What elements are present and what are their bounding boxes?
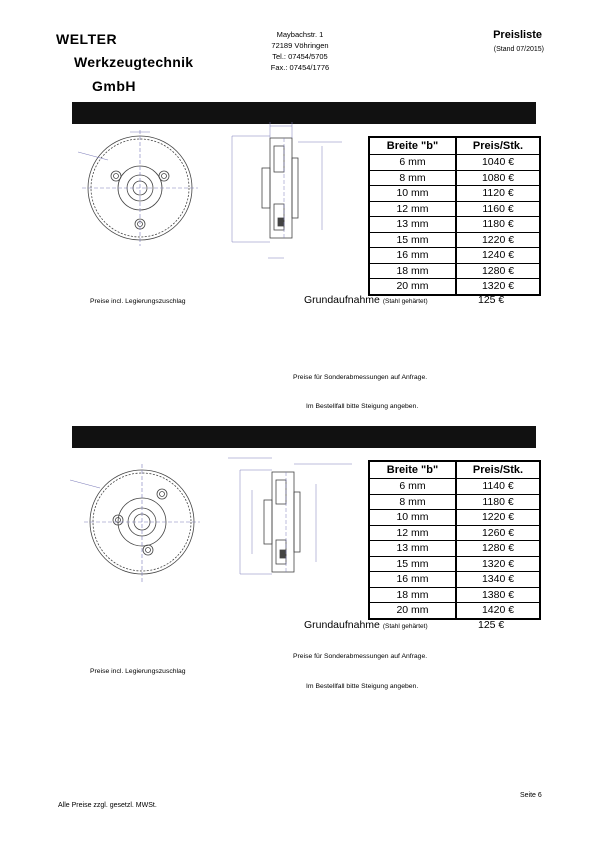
section2-pitch-note: Im Bestellfall bitte Steigung angeben.: [306, 683, 419, 690]
cell-width: 10 mm: [369, 510, 456, 526]
table-row: [369, 572, 540, 588]
section2-price-table: [368, 460, 541, 620]
section2-side-view-drawing: [228, 450, 358, 580]
table-row: [369, 201, 540, 217]
cell-price: 1280 €: [456, 541, 540, 557]
section1-base-mount-price: 125 €: [478, 294, 505, 306]
cell-price: 1240 €: [456, 248, 540, 264]
column-header-price: Preis/Stk.: [456, 461, 540, 479]
cell-price: 1340 €: [456, 572, 540, 588]
section1-alloy-note: Preise incl. Legierungszuschlag: [90, 298, 186, 305]
table-row: [369, 603, 540, 619]
footer-vat-note: Alle Preise zzgl. gesetzl. MWSt.: [58, 802, 157, 809]
section1-side-view-drawing: [222, 118, 352, 263]
section2-header-bar: [72, 426, 536, 448]
cell-width: 12 mm: [369, 525, 456, 541]
table-row: [369, 217, 540, 233]
table-row: [369, 186, 540, 202]
cell-width: 13 mm: [369, 541, 456, 557]
cell-price: 1380 €: [456, 587, 540, 603]
base-mount-note: (Stahl gehärtet): [382, 623, 428, 630]
table-row: [369, 494, 540, 510]
section2-alloy-note: Preise incl. Legierungszuschlag: [90, 668, 186, 675]
base-mount-text: Grundaufnahme: [304, 294, 380, 306]
cell-price: 1220 €: [456, 510, 540, 526]
cell-price: 1180 €: [456, 494, 540, 510]
table-header-row: [369, 137, 540, 155]
cell-price: 1080 €: [456, 170, 540, 186]
footer-page-number: Seite 6: [520, 792, 542, 799]
cell-width: 20 mm: [369, 603, 456, 619]
base-mount-text: Grundaufnahme: [304, 619, 380, 631]
cell-price: 1040 €: [456, 155, 540, 171]
cell-width: 12 mm: [369, 201, 456, 217]
cell-width: 15 mm: [369, 232, 456, 248]
cell-price: 1140 €: [456, 479, 540, 495]
pricelist-title: Preisliste: [493, 29, 542, 41]
column-header-width: Breite "b": [369, 461, 456, 479]
cell-price: 1280 €: [456, 263, 540, 279]
cell-width: 16 mm: [369, 572, 456, 588]
cell-width: 8 mm: [369, 494, 456, 510]
table-row: [369, 263, 540, 279]
table-row: [369, 525, 540, 541]
table-row: [369, 587, 540, 603]
cell-width: 6 mm: [369, 155, 456, 171]
cell-price: 1320 €: [456, 556, 540, 572]
cell-width: 16 mm: [369, 248, 456, 264]
table-row: [369, 170, 540, 186]
section2-front-view-drawing: [70, 462, 205, 587]
column-header-width: Breite "b": [369, 137, 456, 155]
cell-price: 1120 €: [456, 186, 540, 202]
section2-base-mount-price: 125 €: [478, 619, 505, 631]
company-name-line1: WELTER: [56, 31, 118, 47]
cell-width: 15 mm: [369, 556, 456, 572]
table-row: [369, 279, 540, 295]
company-name-line3: GmbH: [92, 78, 136, 94]
table-row: [369, 479, 540, 495]
company-name-line2: Werkzeugtechnik: [74, 54, 194, 70]
table-row: [369, 541, 540, 557]
cell-width: 20 mm: [369, 279, 456, 295]
base-mount-note: (Stahl gehärtet): [382, 298, 428, 305]
address-fax: Fax.: 07454/1776: [270, 63, 330, 72]
cell-price: 1160 €: [456, 201, 540, 217]
cell-price: 1320 €: [456, 279, 540, 295]
cell-price: 1420 €: [456, 603, 540, 619]
cell-width: 18 mm: [369, 263, 456, 279]
cell-price: 1180 €: [456, 217, 540, 233]
table-row: [369, 248, 540, 264]
address-city: 72189 Vöhringen: [271, 41, 329, 50]
column-header-price: Preis/Stk.: [456, 137, 540, 155]
section1-front-view-drawing: [78, 126, 203, 251]
section1-price-table: [368, 136, 541, 296]
cell-width: 6 mm: [369, 479, 456, 495]
table-row: [369, 556, 540, 572]
cell-width: 8 mm: [369, 170, 456, 186]
company-address: [255, 29, 345, 73]
pricelist-stand: (Stand 07/2015): [493, 46, 544, 53]
section1-pitch-note: Im Bestellfall bitte Steigung angeben.: [306, 403, 419, 410]
table-row: [369, 232, 540, 248]
table-row: [369, 155, 540, 171]
address-street: Maybachstr. 1: [276, 30, 324, 39]
cell-width: 10 mm: [369, 186, 456, 202]
cell-price: 1220 €: [456, 232, 540, 248]
table-row: [369, 510, 540, 526]
table-header-row: [369, 461, 540, 479]
section1-base-mount-label: [304, 294, 428, 306]
address-tel: Tel.: 07454/5705: [272, 52, 328, 61]
cell-width: 18 mm: [369, 587, 456, 603]
section1-special-sizes-note: Preise für Sonderabmessungen auf Anfrage.: [293, 374, 428, 381]
cell-width: 13 mm: [369, 217, 456, 233]
section2-base-mount-label: [304, 619, 428, 631]
section2-special-sizes-note: Preise für Sonderabmessungen auf Anfrage.: [293, 653, 428, 660]
cell-price: 1260 €: [456, 525, 540, 541]
